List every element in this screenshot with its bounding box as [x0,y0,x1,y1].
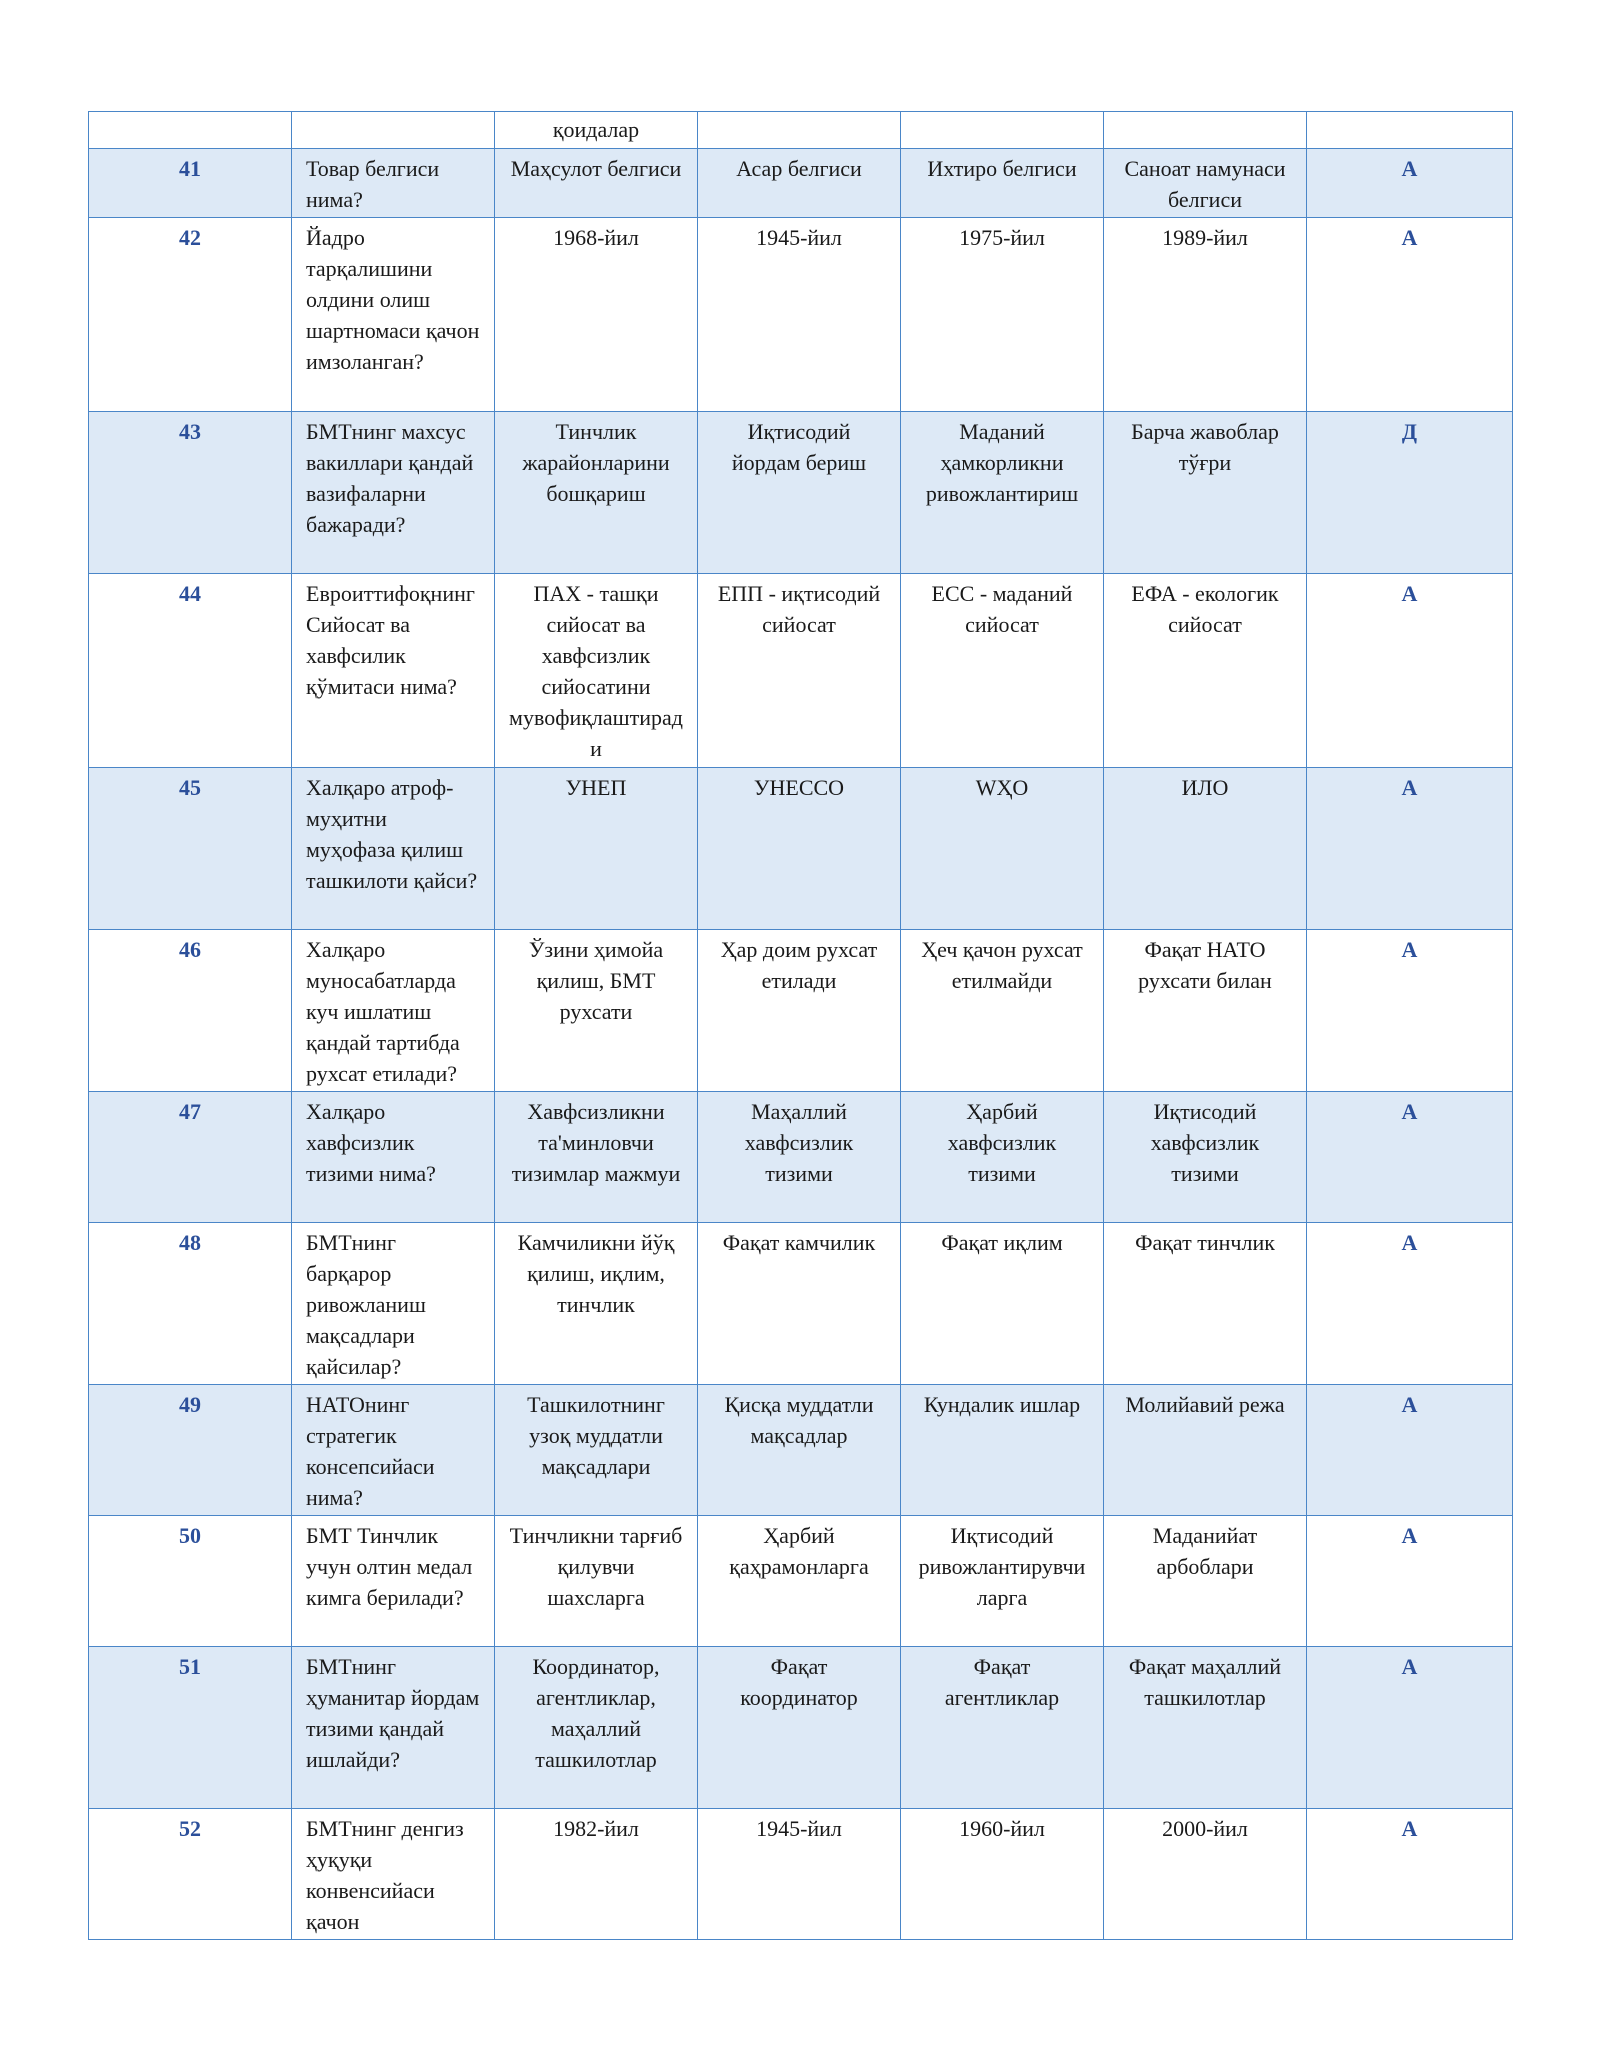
option-a-cell: 1968-йил [495,218,698,412]
question-text: Халқаро хавфсизлик тизими нима? [292,1092,495,1223]
option-b-cell: Фақат камчилик [698,1223,901,1385]
table-row [89,574,1513,768]
option-a-cell: 1982-йил [495,1809,698,1940]
question-number: 49 [89,1385,292,1516]
table-row [89,1809,1513,1940]
option-d-cell: ЕФА - екологик сийосат [1104,574,1307,768]
table-row [89,218,1513,412]
option-c-cell: WҲО [901,768,1104,930]
question-text: БМТнинг денгиз ҳуқуқи конвенсийаси қачон [292,1809,495,1940]
option-d-cell: 2000-йил [1104,1809,1307,1940]
option-d-cell: Фақат маҳаллий ташкилотлар [1104,1647,1307,1809]
option-b-cell: Фақат координатор [698,1647,901,1809]
question-number: 43 [89,412,292,574]
table-row [89,1092,1513,1223]
answer-key: А [1307,1092,1513,1223]
option-a-cell: Маҳсулот белгиси [495,149,698,218]
question-number: 41 [89,149,292,218]
question-text: БМТнинг барқарор ривожланиш мақсадлари қайсилар? [292,1223,495,1385]
option-d-cell [1104,112,1307,149]
option-b-cell: ЕПП - иқтисодий сийосат [698,574,901,768]
option-b-cell: Асар белгиси [698,149,901,218]
table-row [89,930,1513,1092]
option-d-cell: Молийавий режа [1104,1385,1307,1516]
option-c-cell [901,112,1104,149]
option-c-cell: Ихтиро белгиси [901,149,1104,218]
option-d-cell: 1989-йил [1104,218,1307,412]
option-a-cell: Хавфсизликни та'минловчи тизимлар мажмуи [495,1092,698,1223]
question-number: 51 [89,1647,292,1809]
question-text: Халқаро муносабатларда куч ишлатиш қандай тартибда рухсат етилади? [292,930,495,1092]
option-b-cell: УНЕССО [698,768,901,930]
option-b-cell: Қисқа муддатли мақсадлар [698,1385,901,1516]
option-a-cell: УНЕП [495,768,698,930]
answer-key: А [1307,1516,1513,1647]
continuation-row [89,112,1513,149]
table-row [89,1385,1513,1516]
question-text: НАТОнинг стратегик консепсийаси нима? [292,1385,495,1516]
answer-key: А [1307,1385,1513,1516]
option-a-cell: Тинчликни тарғиб қилувчи шахсларга [495,1516,698,1647]
option-c-cell: Ҳарбий хавфсизлик тизими [901,1092,1104,1223]
table-body [89,112,1513,1940]
question-number: 50 [89,1516,292,1647]
option-a-cell: қоидалар [495,112,698,149]
answer-key: А [1307,574,1513,768]
option-b-cell: 1945-йил [698,218,901,412]
option-b-cell: 1945-йил [698,1809,901,1940]
answer-key: А [1307,218,1513,412]
question-text: БМТ Тинчлик учун олтин медал кимга берилади? [292,1516,495,1647]
option-b-cell: Ҳарбий қаҳрамонларга [698,1516,901,1647]
question-number: 46 [89,930,292,1092]
table-row [89,1516,1513,1647]
answer-key: Д [1307,412,1513,574]
option-d-cell: Фақат НАТО рухсати билан [1104,930,1307,1092]
question-cell [292,112,495,149]
option-a-cell: Ўзини ҳимойа қилиш, БМТ рухсати [495,930,698,1092]
question-text: Йадро тарқалишини олдини олиш шартномаси қачон имзоланган? [292,218,495,412]
answer-key: А [1307,768,1513,930]
option-c-cell: ЕСС - маданий сийосат [901,574,1104,768]
option-b-cell [698,112,901,149]
option-b-cell: Ҳар доим рухсат етилади [698,930,901,1092]
option-d-cell: ИЛО [1104,768,1307,930]
number-cell [89,112,292,149]
question-text: БМТнинг махсус вакиллари қандай вазифаларни бажаради? [292,412,495,574]
question-number: 44 [89,574,292,768]
answer-key: А [1307,930,1513,1092]
option-c-cell: 1975-йил [901,218,1104,412]
option-a-cell: Координатор, агентликлар, маҳаллий ташкилотлар [495,1647,698,1809]
option-d-cell: Маданийат арбоблари [1104,1516,1307,1647]
question-text: Евроиттифоқнинг Сийосат ва хавфсилик қўмитаси нима? [292,574,495,768]
answer-key: А [1307,1223,1513,1385]
question-number: 42 [89,218,292,412]
table-row [89,1647,1513,1809]
table-row [89,412,1513,574]
question-number: 45 [89,768,292,930]
option-c-cell: Фақат иқлим [901,1223,1104,1385]
option-a-cell: Тинчлик жарайонларини бошқариш [495,412,698,574]
question-text: Халқаро атроф-муҳитни муҳофаза қилиш ташкилоти қайси? [292,768,495,930]
table-row [89,149,1513,218]
question-number: 52 [89,1809,292,1940]
option-c-cell: Маданий ҳамкорликни ривожлантириш [901,412,1104,574]
question-number: 47 [89,1092,292,1223]
answer-cell [1307,112,1513,149]
option-d-cell: Фақат тинчлик [1104,1223,1307,1385]
option-a-cell: ПАХ - ташқи сийосат ва хавфсизлик сийосатини мувофиқлаштиради [495,574,698,768]
answer-key: А [1307,1809,1513,1940]
option-c-cell: Ҳеч қачон рухсат етилмайди [901,930,1104,1092]
option-d-cell: Саноат намунаси белгиси [1104,149,1307,218]
quiz-table [88,111,1513,1940]
option-b-cell: Иқтисодий йордам бериш [698,412,901,574]
question-text: Товар белгиси нима? [292,149,495,218]
table-row [89,768,1513,930]
option-a-cell: Ташкилотнинг узоқ муддатли мақсадлари [495,1385,698,1516]
question-text: БМТнинг ҳуманитар йордам тизими қандай ишлайди? [292,1647,495,1809]
answer-key: А [1307,1647,1513,1809]
option-b-cell: Маҳаллий хавфсизлик тизими [698,1092,901,1223]
option-d-cell: Иқтисодий хавфсизлик тизими [1104,1092,1307,1223]
option-a-cell: Камчиликни йўқ қилиш, иқлим, тинчлик [495,1223,698,1385]
answer-key: А [1307,149,1513,218]
question-number: 48 [89,1223,292,1385]
table-row [89,1223,1513,1385]
option-c-cell: Кундалик ишлар [901,1385,1104,1516]
option-c-cell: Фақат агентликлар [901,1647,1104,1809]
option-d-cell: Барча жавоблар тўғри [1104,412,1307,574]
option-c-cell: Иқтисодий ривожлантирувчиларга [901,1516,1104,1647]
option-c-cell: 1960-йил [901,1809,1104,1940]
